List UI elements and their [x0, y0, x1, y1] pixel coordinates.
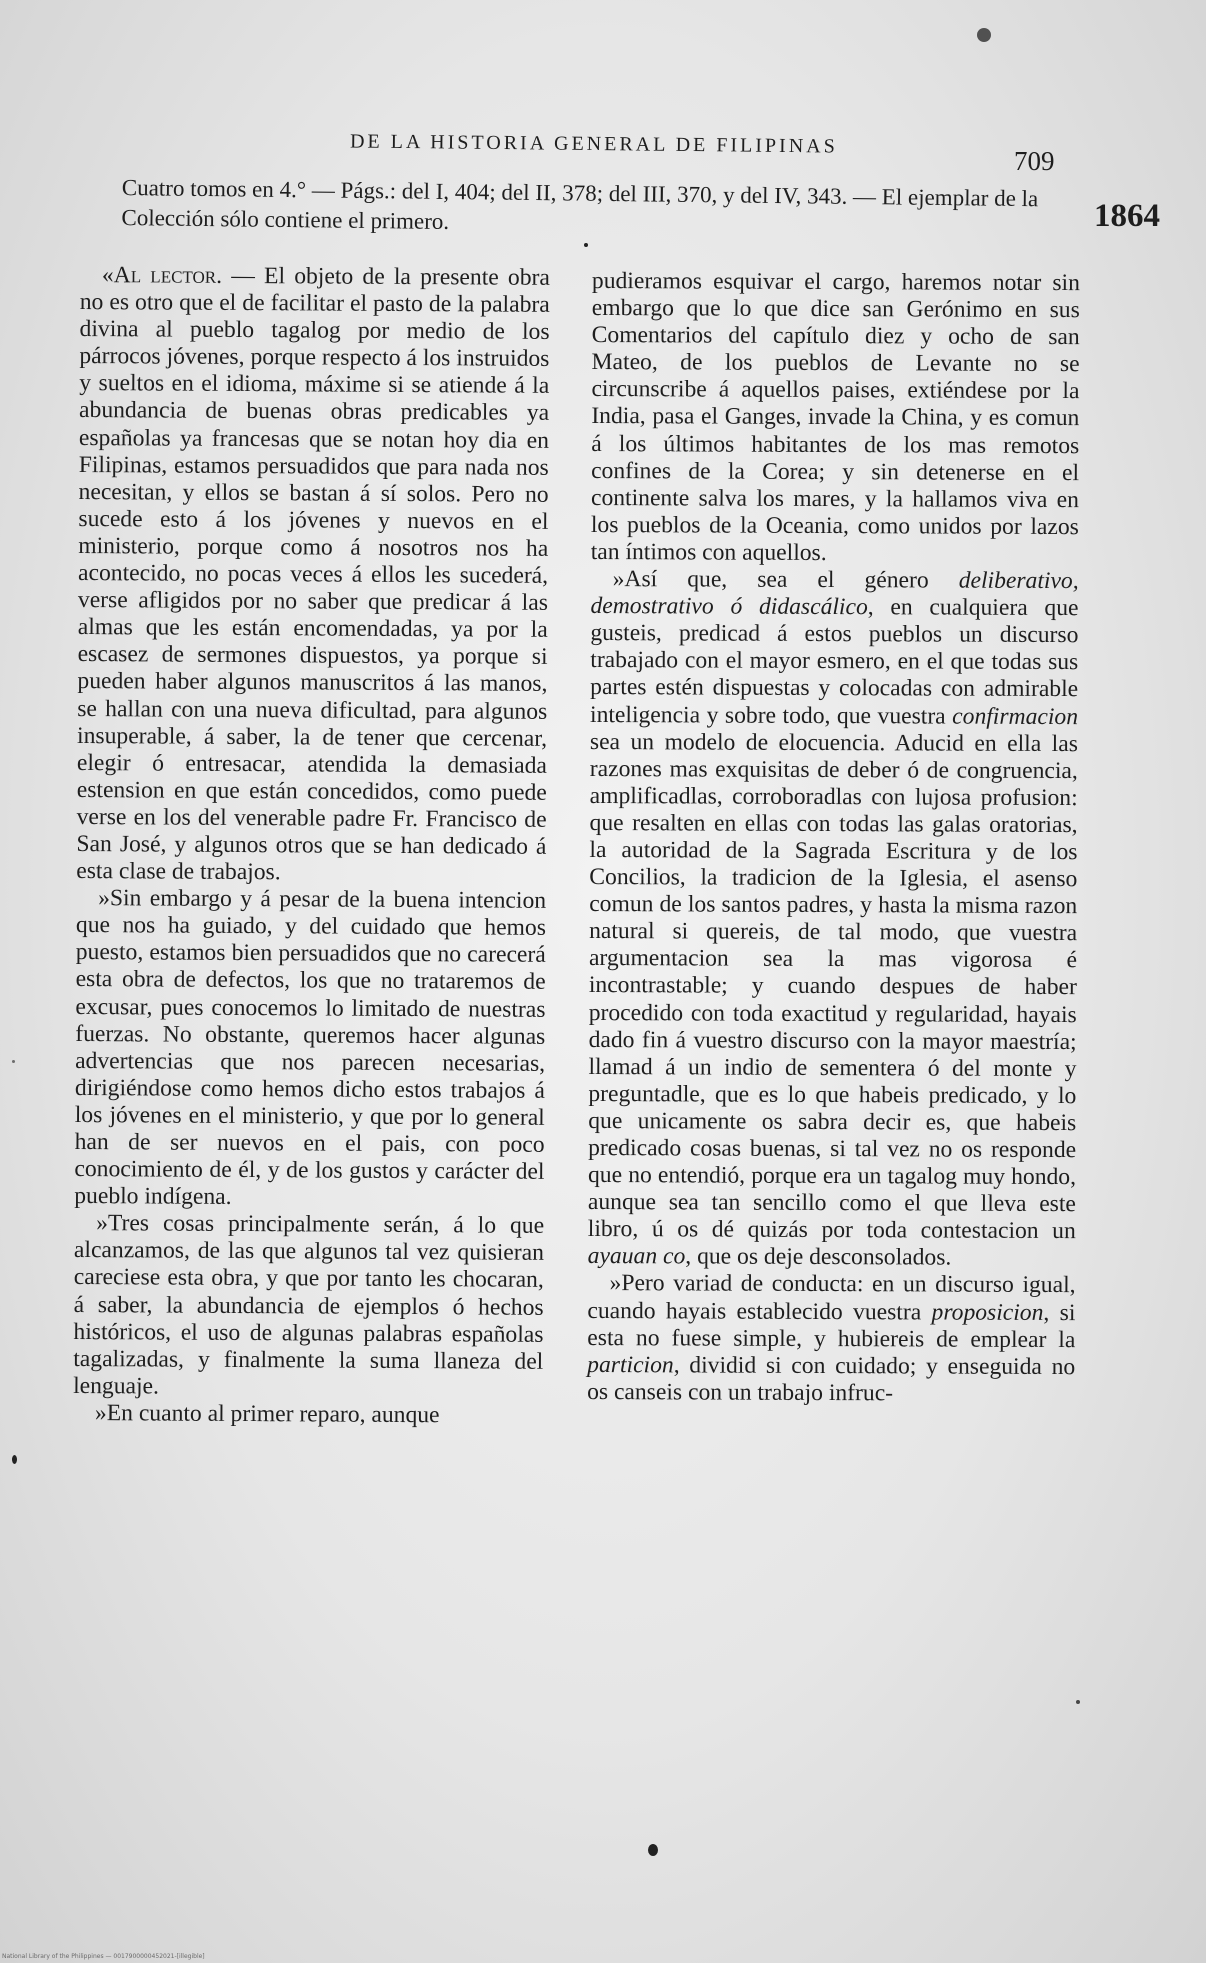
year-marker: 1864 [1094, 198, 1160, 234]
paragraph [76, 262, 550, 888]
paragraph [587, 1270, 1076, 1408]
italic-run: deliberativo, demostrativo ó didascálico [590, 567, 1079, 621]
ink-speck [12, 1455, 17, 1464]
paragraph: »En cuanto al primer reparo, aunque [94, 1400, 440, 1429]
paragraph-lead: «Al lector. [101, 262, 223, 289]
italic-run: proposicion [931, 1299, 1044, 1326]
left-column [73, 262, 550, 1430]
paragraph [588, 566, 1079, 1273]
text-run: , que os deje desconsolados. [685, 1243, 952, 1271]
ink-speck [648, 1844, 658, 1856]
page-number: 709 [1014, 146, 1055, 176]
ink-speck [584, 243, 588, 247]
text-run: , en cualquiera que gusteis, predicad á estos pueblos un discurso trabajado con el mayor esmero, en el que todas sus partes estén dispuestas y colocadas con admirable inteligencia y sobre todo, que vuestra [589, 594, 1079, 730]
italic-run: confirmacion [952, 703, 1079, 730]
paragraph: »Sin embargo y á pesar de la buena intencion que nos ha guiado, y del cuidado que hemos puesto, estamos bien persuadidos que no carecerá esta obra de defectos, los que no trataremos de excusar, pues conocemos lo limitado de nuestras fuerzas. No obstante, queremos hacer algunas advertencias que nos parecen necesarias, dirigiéndose como hemos dicho estos trabajos á los jóvenes en el ministerio, y que por lo general han de ser nuevos en el pais, con poco conocimiento de él, y de los gustos y carácter del pueblo indígena. [74, 885, 547, 1211]
text-run: , si esta no fuese simple, y hubiereis de emplear la [587, 1299, 1076, 1353]
text-run: »Así que, sea el género [612, 566, 959, 594]
paragraph: pudieramos esquivar el cargo, haremos notar sin embargo que lo que dice san Gerónimo en sus Comentarios del capítulo diez y ocho de san Mateo, de los pueblos de Levante no se circunscribe á aquellos paises, extiéndese por la India, pasa el Ganges, invade la China, y es comun á los últimos habitantes de los mas remotos confines de la Corea; y sin detenerse en el continente salva los mares, y la hallamos viva en los pueblos de la Oceania, como unidos por lazos tan íntimos con aquellos. [590, 268, 1080, 566]
paragraph-text: — El objeto de la presente obra no es otro que el de facilitar el pasto de la palabra divina al pueblo tagalog por medio de los párrocos jóvenes, porque respecto á los instruidos y sueltos en el idioma, máxime si se atiende á la abundancia de buenas obras predicables ya españolas ya francesas que se notan hoy dia en Filipinas, estamos persuadidos que para nada nos necesitan, y ellos se bastan á sí solos. Pero no sucede esto á los jóvenes y nuevos en el ministerio, porque como á nosotros nos ha acontecido, no pocas veces á ellos les sucederá, verse afligidos por no saber que predicar á las almas que les están encomendadas, ya por la escasez de sermones dispuestos, ya porque si pueden haber algunos manuscritos á las manos, se hallan con una nueva dificultad, para algunos insuperable, á saber, la de tener que cercenar, elegir ó entresacar, atendida la demasiada estension en que están concedidos, como puede verse en los del venerable padre Fr. Francisco de San José, y algunos otros que se han dedicado á esta clase de trabajos. [76, 262, 550, 886]
text-run: sea un modelo de elocuencia. Aducid en ella las razones mas exquisitas de deber ó de congruencia, amplificadlas, corroboradlas con lujosa profusion: que resalten en ellas con todas las galas oratorias, la autoridad de la Sagrada Escritura y de los Concilios, la tradicion de la Iglesia, el asenso comun de los santos padres, y hasta la misma razon natural si quereis, de tal modo, que vuestra argumentacion sea la mas vigorosa é incontrastable; y cuando despues de haber procedido con toda exactitud y regularidad, hayais dado fin á vuestro discurso con la mayor maestría; llamad á un indio de sementera ó del monte y preguntadle, que es lo que habeis predicado, y lo que unicamente os sabra decir es, que habeis predicado cosas buenas, si tal vez no os responde que no entendió, porque era un tagalog muy hondo, aunque sea tan sencillo como el que lleva este libro, ú os dé quizás por toda contestacion un [587, 728, 1078, 1245]
bibliographic-note [121, 173, 1082, 245]
text-run: »Pero variad de conducta: en un discurso igual, cuando hayais establecido vuestra [587, 1270, 1076, 1326]
right-column [587, 268, 1080, 1408]
ink-speck [12, 1060, 15, 1063]
running-head: DE LA HISTORIA GENERAL DE FILIPINAS [349, 130, 838, 158]
text-run: , dividid si con cuidado; y enseguida no os canseis con un trabajo infruc- [587, 1352, 1076, 1407]
bibliographic-note-text: Cuatro tomos en 4.° — Págs.: del I, 404; del II, 378; del III, 370, y del IV, 343. — El ejemplar de la Colección sólo contiene el primero. [121, 174, 1039, 234]
paragraph: »Tres cosas principalmente serán, á lo que alcanzamos, de las que algunos tal vez quisieran careciese esta obra, y que por tanto les chocaran, á saber, la abundancia de ejemplos ó hechos históricos, el uso de algunas palabras españolas tagalizadas, y finalmente la suma llaneza del lenguaje. [73, 1210, 545, 1400]
ink-speck [1076, 1700, 1080, 1704]
scan-footer: National Library of the Philippines — 0017900000452021-[illegible] [2, 1953, 205, 1960]
italic-run: particion [587, 1351, 674, 1379]
italic-run: ayauan co [587, 1243, 686, 1270]
ink-speck [977, 28, 991, 42]
